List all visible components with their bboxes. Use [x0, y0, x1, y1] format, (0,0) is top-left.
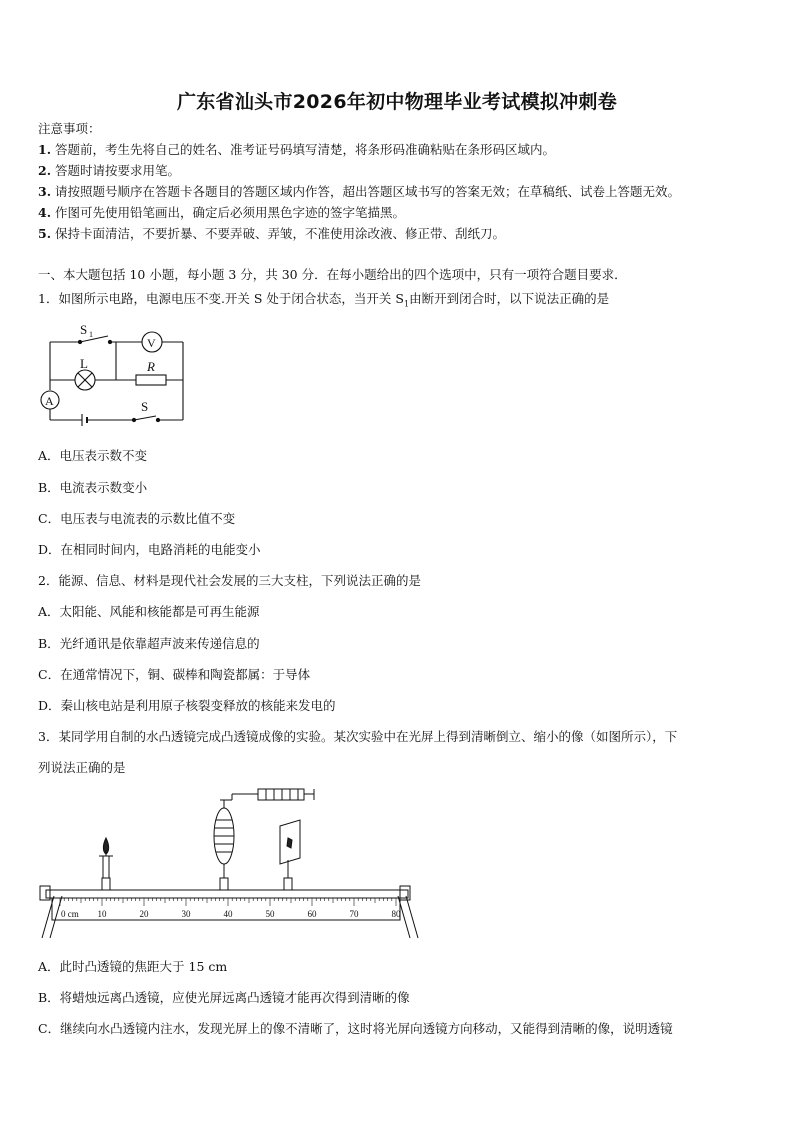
ruler-label: 70 — [349, 909, 359, 919]
stem-part: 由断开到闭合时，以下说法正确的是 — [409, 291, 610, 306]
label-r: R — [147, 359, 155, 374]
ruler-label: 30 — [181, 909, 191, 919]
ruler-label: 20 — [139, 909, 149, 919]
label-s1-sub: 1 — [89, 330, 93, 339]
q2-option-c: C．在通常情况下，铜、碳棒和陶瓷都属：于导体 — [38, 667, 311, 682]
q3-option-c: C．继续向水凸透镜内注水，发现光屏上的像不清晰了，这时将光屏向透镜方向移动，又能得到清晰的像，说明透镜 — [38, 1021, 673, 1036]
note-num: 4. — [38, 205, 52, 220]
note-num: 2. — [38, 163, 52, 178]
stem-part: 1．如图所示电路，电源电压不变.开关 S 处于闭合状态，当开关 S — [38, 291, 404, 306]
page-title: 广东省汕头市2026年初中物理毕业考试模拟冲刺卷 — [176, 91, 618, 113]
note-text: 作图可先使用铅笔画出，确定后必须用黑色字迹的签字笔描黑。 — [55, 205, 406, 220]
circuit-diagram — [36, 318, 196, 436]
note-item-3 — [38, 184, 680, 200]
optical-bench-diagram — [36, 786, 426, 946]
note-item-5 — [38, 226, 505, 242]
label-l: L — [80, 356, 88, 371]
note-item-1 — [38, 142, 555, 158]
note-text: 请按照题号顺序在答题卡各题目的答题区域内作答，超出答题区域书写的答案无效；在草稿纸、试卷上答题无效。 — [55, 184, 681, 199]
ruler-label: 0 cm — [61, 909, 79, 919]
note-num: 1. — [38, 142, 52, 157]
note-text: 答题前，考生先将自己的姓名、准考证号码填写清楚，将条形码准确粘贴在条形码区域内。 — [55, 142, 556, 157]
label-s: S — [141, 399, 149, 414]
note-text: 保持卡面清洁，不要折暴、不要弄破、弄皱，不准使用涂改液、修正带、刮纸刀。 — [55, 226, 506, 241]
ruler-label: 10 — [97, 909, 107, 919]
q2-option-d: D．秦山核电站是利用原子核裂变释放的核能来发电的 — [38, 698, 336, 713]
ruler-label: 40 — [223, 909, 233, 919]
label-s1: S — [80, 322, 88, 337]
ruler-ticks — [60, 898, 396, 906]
stem-subscript: 1 — [403, 299, 410, 309]
q1-option-a: A．电压表示数不变 — [38, 448, 148, 463]
q2-option-a: A．太阳能、风能和核能都是可再生能源 — [38, 604, 260, 619]
ruler-label: 80 — [391, 909, 401, 919]
section-heading: 一、本大题包括 10 小题，每小题 3 分，共 30 分．在每小题给出的四个选项中，只有一项符合题目要求． — [38, 267, 627, 282]
note-text: 答题时请按要求用笔。 — [55, 163, 181, 178]
ruler-label: 60 — [307, 909, 317, 919]
ruler-labels — [61, 909, 401, 919]
question-3-stem-line1: 3．某同学用自制的水凸透镜完成凸透镜成像的实验。某次实验中在光屏上得到清晰倒立、缩小的像（如图所示），下 — [38, 729, 678, 744]
label-a: A — [45, 394, 54, 408]
notes-heading: 注意事项： — [38, 121, 101, 136]
q1-option-c: C．电压表与电流表的示数比值不变 — [38, 511, 236, 526]
q1-option-b: B．电流表示数变小 — [38, 480, 148, 495]
question-1-stem — [38, 291, 609, 313]
note-item-4 — [38, 205, 405, 221]
q1-option-d: D．在相同时间内，电路消耗的电能变小 — [38, 542, 261, 557]
note-num: 3. — [38, 184, 52, 199]
question-2-stem: 2．能源、信息、材料是现代社会发展的三大支柱，下列说法正确的是 — [38, 573, 421, 588]
q3-option-a: A．此时凸透镜的焦距大于 15 cm — [38, 959, 228, 974]
q2-option-b: B．光纤通讯是依靠超声波来传递信息的 — [38, 636, 260, 651]
label-v: V — [147, 336, 156, 350]
q3-option-b: B．将蜡烛远离凸透镜，应使光屏远离凸透镜才能再次得到清晰的像 — [38, 990, 410, 1005]
ruler-label: 50 — [265, 909, 275, 919]
note-item-2 — [38, 163, 180, 179]
note-num: 5. — [38, 226, 52, 241]
question-3-stem-line2: 列说法正确的是 — [38, 760, 126, 775]
